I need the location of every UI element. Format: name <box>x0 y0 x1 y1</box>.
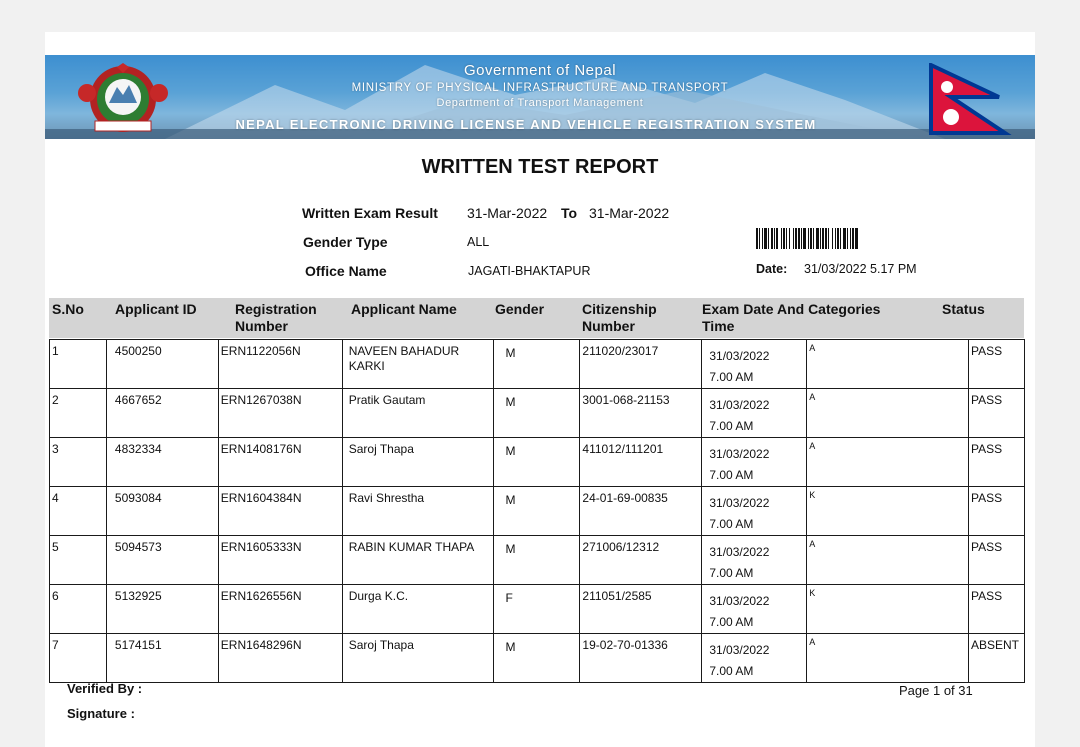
cell-gender: M <box>493 536 580 585</box>
cell-applicant-name: Pratik Gautam <box>342 389 493 438</box>
cell-status: ABSENT <box>968 634 1024 683</box>
signature-label: Signature : <box>67 706 135 721</box>
cell-applicant-name: Saroj Thapa <box>342 634 493 683</box>
exam-time: 7.00 AM <box>709 566 754 580</box>
cell-sno: 5 <box>50 536 107 585</box>
table-row <box>50 340 1025 389</box>
exam-time: 7.00 AM <box>709 517 754 531</box>
cell-category: A <box>807 340 969 389</box>
date-to: 31-Mar-2022 <box>589 205 670 221</box>
cell-gender: M <box>493 438 580 487</box>
col-sno: S.No <box>52 301 84 317</box>
cell-applicant-id: 5174151 <box>106 634 218 683</box>
exam-time: 7.00 AM <box>709 615 754 629</box>
page-number: Page 1 of 31 <box>899 683 973 698</box>
date-label: Date: <box>756 262 788 276</box>
verified-by-label: Verified By : <box>67 681 143 696</box>
exam-time: 7.00 AM <box>709 370 754 384</box>
cell-registration: ERN1605333N <box>218 536 342 585</box>
cell-status: PASS <box>968 585 1024 634</box>
cell-category: A <box>807 634 969 683</box>
cell-sno: 7 <box>50 634 107 683</box>
cell-applicant-id: 5093084 <box>106 487 218 536</box>
cell-exam-date <box>702 634 807 683</box>
cell-registration: ERN1408176N <box>218 438 342 487</box>
col-gender: Gender <box>495 301 545 317</box>
cell-registration: ERN1122056N <box>218 340 342 389</box>
cell-registration: ERN1604384N <box>218 487 342 536</box>
exam-date: 31/03/2022 <box>709 349 770 363</box>
cell-category: A <box>807 389 969 438</box>
exam-date: 31/03/2022 <box>709 594 770 608</box>
cell-citizenship: 271006/12312 <box>580 536 702 585</box>
exam-date: 31/03/2022 <box>709 398 770 412</box>
cell-applicant-name: Saroj Thapa <box>342 438 493 487</box>
col-registration-line2: Number <box>235 318 288 334</box>
table-row <box>50 536 1025 585</box>
cell-citizenship: 24-01-69-00835 <box>580 487 702 536</box>
cell-registration: ERN1648296N <box>218 634 342 683</box>
col-exam-date-line2: Time <box>702 318 735 334</box>
cell-citizenship: 211051/2585 <box>580 585 702 634</box>
banner-department: Department of Transport Management <box>436 97 644 109</box>
cell-exam-date <box>702 438 807 487</box>
header-banner <box>45 55 1035 139</box>
cell-gender: M <box>493 340 580 389</box>
cell-status: PASS <box>968 438 1024 487</box>
date-from: 31-Mar-2022 <box>467 205 548 221</box>
table-header <box>49 298 1024 338</box>
gender-type-value: ALL <box>467 235 490 249</box>
barcode-icon <box>756 228 958 249</box>
cell-sno: 6 <box>50 585 107 634</box>
cell-status: PASS <box>968 389 1024 438</box>
exam-time: 7.00 AM <box>709 664 754 678</box>
cell-applicant-id: 4667652 <box>106 389 218 438</box>
banner-government: Government of Nepal <box>463 62 617 79</box>
cell-exam-date <box>702 389 807 438</box>
cell-registration: ERN1267038N <box>218 389 342 438</box>
cell-citizenship: 411012/111201 <box>580 438 702 487</box>
exam-date: 31/03/2022 <box>709 496 770 510</box>
report-title: WRITTEN TEST REPORT <box>421 156 659 178</box>
cell-sno: 4 <box>50 487 107 536</box>
cell-applicant-id: 4832334 <box>106 438 218 487</box>
cell-category: K <box>807 487 969 536</box>
cell-exam-date <box>702 340 807 389</box>
col-applicant-id: Applicant ID <box>115 301 197 317</box>
col-citizenship-line1: Citizenship <box>582 301 657 317</box>
results-table <box>49 339 1025 683</box>
exam-time: 7.00 AM <box>709 419 754 433</box>
exam-result-label: Written Exam Result <box>302 205 438 221</box>
col-registration-line1: Registration <box>235 301 317 317</box>
cell-exam-date <box>702 585 807 634</box>
exam-date: 31/03/2022 <box>709 447 770 461</box>
exam-date: 31/03/2022 <box>709 643 770 657</box>
cell-applicant-id: 5094573 <box>106 536 218 585</box>
exam-date: 31/03/2022 <box>709 545 770 559</box>
cell-applicant-id: 4500250 <box>106 340 218 389</box>
cell-applicant-name: NAVEEN BAHADUR KARKI <box>342 340 493 389</box>
cell-category: A <box>807 438 969 487</box>
report-page <box>45 32 1035 747</box>
col-exam-date <box>702 301 880 335</box>
cell-status: PASS <box>968 487 1024 536</box>
cell-applicant-name: RABIN KUMAR THAPA <box>342 536 493 585</box>
col-applicant-name: Applicant Name <box>351 301 457 317</box>
banner-system-name: NEPAL ELECTRONIC DRIVING LICENSE AND VEHICLE REGISTRATION SYSTEM <box>235 117 817 132</box>
cell-applicant-id: 5132925 <box>106 585 218 634</box>
cell-sno: 2 <box>50 389 107 438</box>
cell-gender: F <box>493 585 580 634</box>
date-value: 31/03/2022 5.17 PM <box>804 262 917 276</box>
cell-applicant-name: Ravi Shrestha <box>342 487 493 536</box>
office-name-label: Office Name <box>305 263 387 279</box>
col-citizenship-line2: Number <box>582 318 635 334</box>
cell-category: K <box>807 585 969 634</box>
cell-gender: M <box>493 634 580 683</box>
to-label: To <box>561 205 578 221</box>
cell-registration: ERN1626556N <box>218 585 342 634</box>
table-row <box>50 389 1025 438</box>
table-row <box>50 585 1025 634</box>
table-row <box>50 487 1025 536</box>
cell-exam-date <box>702 487 807 536</box>
col-exam-date-line1: Exam Date And Categories <box>702 301 881 317</box>
cell-citizenship: 3001-068-21153 <box>580 389 702 438</box>
col-status: Status <box>942 301 985 317</box>
table-row <box>50 438 1025 487</box>
cell-exam-date <box>702 536 807 585</box>
nepal-flag-icon <box>929 63 1013 135</box>
office-name-value: JAGATI-BHAKTAPUR <box>468 264 591 278</box>
cell-citizenship: 211020/23017 <box>580 340 702 389</box>
cell-status: PASS <box>968 340 1024 389</box>
cell-sno: 1 <box>50 340 107 389</box>
gender-type-label: Gender Type <box>303 234 388 250</box>
cell-gender: M <box>493 487 580 536</box>
cell-applicant-name: Durga K.C. <box>342 585 493 634</box>
table-row <box>50 634 1025 683</box>
cell-gender: M <box>493 389 580 438</box>
cell-category: A <box>807 536 969 585</box>
cell-sno: 3 <box>50 438 107 487</box>
col-registration <box>235 301 317 335</box>
banner-ministry: MINISTRY OF PHYSICAL INFRASTRUCTURE AND TRANSPORT <box>351 82 729 94</box>
col-citizenship <box>582 301 657 335</box>
cell-citizenship: 19-02-70-01336 <box>580 634 702 683</box>
exam-time: 7.00 AM <box>709 468 754 482</box>
cell-status: PASS <box>968 536 1024 585</box>
